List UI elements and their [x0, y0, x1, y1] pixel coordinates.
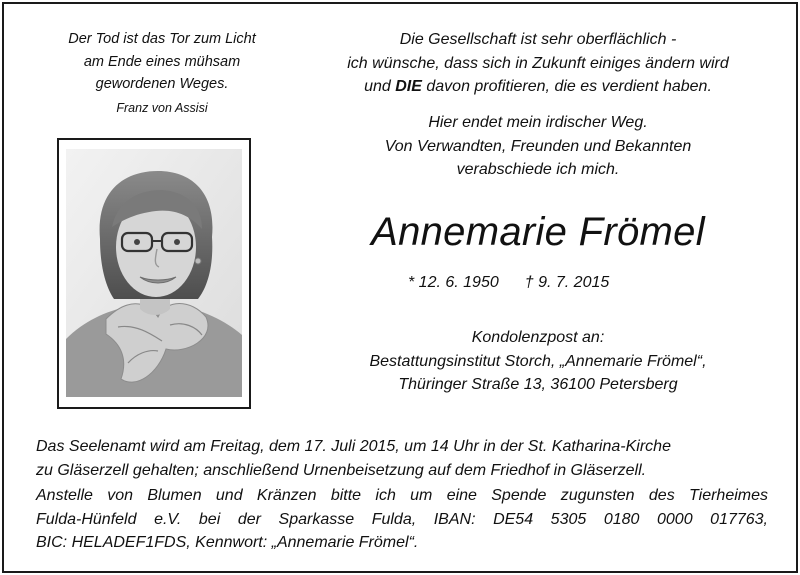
- death-date: † 9. 7. 2015: [524, 274, 610, 291]
- donation-line: Fulda-Hünfeld e.V. bei der Sparkasse Fulda, IBAN: DE54 5305 0180 0000 017763,: [36, 510, 768, 528]
- funeral-details: [36, 435, 768, 555]
- donation-line: Anstelle von Blumen und Kränzen bitte ich um eine Spende zugunsten des Tierheimes: [36, 487, 768, 504]
- farewell-line: verabschiede ich mich.: [456, 161, 620, 178]
- portrait-illustration: [66, 149, 242, 397]
- intro-line-before: und: [364, 78, 396, 95]
- quote-line: Der Tod ist das Tor zum Licht: [68, 31, 256, 47]
- service-line: Das Seelenamt wird am Freitag, dem 17. Juli 2015, um 14 Uhr in der St. Katharina-Kirche: [36, 438, 671, 455]
- intro-line-after: davon profitieren, die es verdient haben.: [421, 78, 712, 95]
- portrait-photo: [66, 149, 242, 397]
- life-dates: [408, 271, 668, 295]
- service-paragraph: [36, 435, 768, 482]
- photo-frame: [57, 138, 251, 409]
- quote-line: am Ende eines mühsam: [83, 53, 241, 70]
- farewell-text: [300, 111, 776, 182]
- donation-line: BIC: HELADEF1FDS, Kennwort: „Annemarie Frömel“.: [36, 534, 419, 551]
- intro-line: ich wünsche, dass sich in Zukunft einiges ändern wird: [347, 54, 729, 72]
- service-line: zu Gläserzell gehalten; anschließend Urnenbeisetzung auf dem Friedhof in Gläserzell.: [36, 461, 647, 479]
- intro-emphasis: DIE: [395, 78, 422, 95]
- quote-block: [20, 28, 304, 119]
- farewell-line: Von Verwandten, Freunden und Bekannten: [384, 137, 692, 155]
- condolence-address: [300, 326, 776, 397]
- condolence-line: Thüringer Straße 13, 36100 Petersberg: [398, 376, 678, 393]
- quote-author: Franz von Assisi: [116, 100, 208, 115]
- condolence-line: Bestattungsinstitut Storch, „Annemarie Frömel“,: [369, 352, 707, 370]
- intro-line: Die Gesellschaft ist sehr oberflächlich -: [399, 31, 677, 48]
- intro-line: [300, 75, 776, 99]
- condolence-line: Kondolenzpost an:: [471, 329, 605, 346]
- intro-text: [300, 28, 776, 99]
- donation-paragraph: [36, 484, 768, 555]
- farewell-line: Hier endet mein irdischer Weg.: [428, 114, 648, 131]
- quote-line: gewordenen Weges.: [95, 76, 229, 92]
- deceased-name: Annemarie Frömel: [371, 210, 705, 254]
- birth-date: * 12. 6. 1950: [408, 274, 499, 291]
